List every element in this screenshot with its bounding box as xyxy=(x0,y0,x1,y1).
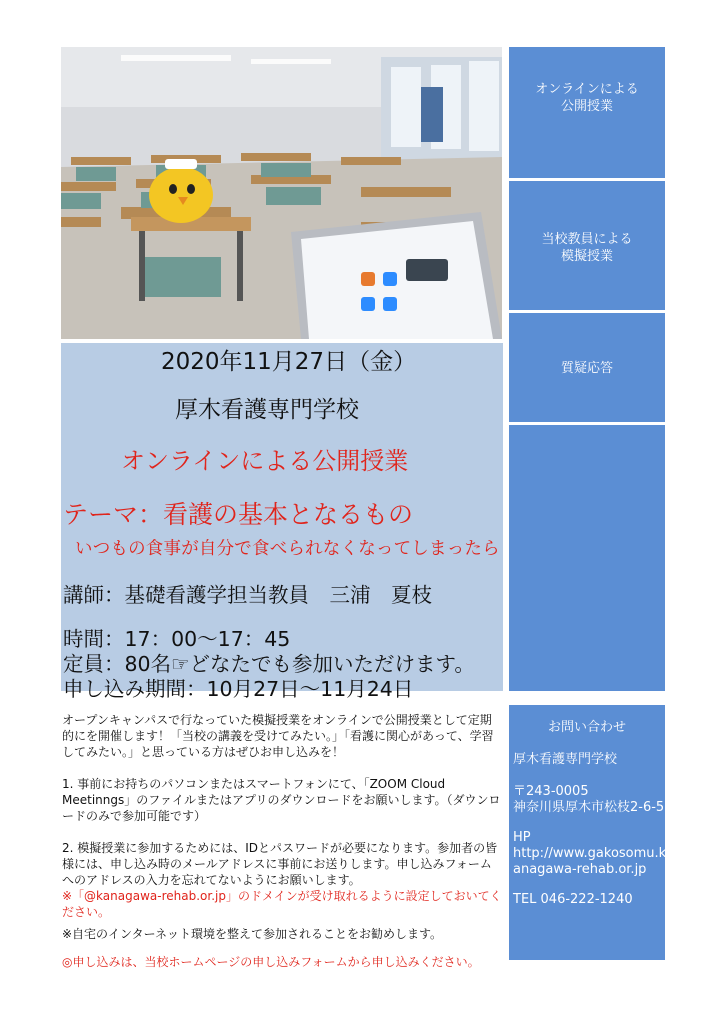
contact-tel: TEL 046-222-1240 xyxy=(513,892,633,907)
contact-hp-url-line1[interactable]: http://www.gakosomu.k xyxy=(513,846,667,861)
intro-paragraph: オープンキャンパスで行なっていた模擬授業をオンラインで公開授業として定期的にを開催します！「当校の講義を受けてみたい。」「看護に関心があって、学習してみたい。」と思っている方はぜひお申し込みを！ xyxy=(62,713,494,759)
sidebar-box-blank xyxy=(509,425,665,691)
step-2-paragraph: 2. 模擬授業に参加するためには、IDとパスワードが必要になります。参加者の皆様には、申し込み時のメールアドレスに事前にお送りします。申し込みフォームへのアドレスの入力を忘れてないようにお願いします。 xyxy=(62,841,498,887)
lecture-subtitle: いつもの食事が自分で食べられなくなってしまったら xyxy=(75,539,500,559)
contact-title: お問い合わせ xyxy=(547,720,626,735)
event-info-panel xyxy=(61,343,503,701)
body-text xyxy=(62,712,502,970)
event-date: 2020年11月27日（金） xyxy=(161,349,417,375)
contact-panel xyxy=(509,705,665,960)
sidebar-box-mock-lecture-line1: 当校教員による xyxy=(541,232,633,247)
apply-note: ◎申し込みは、当校ホームページの申し込みフォームから申し込みください。 xyxy=(62,955,480,969)
contact-hp-label: HP xyxy=(513,830,531,845)
sidebar-box-mock-lecture-line2: 模擬授業 xyxy=(560,249,613,264)
school-name: 厚木看護専門学校 xyxy=(175,397,359,423)
sidebar-box-online-lecture xyxy=(509,47,665,178)
contact-address: 神奈川県厚木市松枝2-6-5 xyxy=(513,800,665,815)
lecturer: 講師：基礎看護学担当教員 三浦 夏枝 xyxy=(63,583,432,607)
contact-hp-url-line2[interactable]: anagawa-rehab.or.jp xyxy=(513,862,647,877)
contact-school: 厚木看護専門学校 xyxy=(513,752,618,767)
internet-note: ※自宅のインターネット環境を整えて参加されることをお勧めします。 xyxy=(62,927,443,941)
sidebar-box-qa xyxy=(509,313,665,422)
contact-postal: 〒243-0005 xyxy=(513,784,589,799)
step-1-paragraph: 1. 事前にお持ちのパソコンまたはスマートフォンにて、「ZOOM Cloud Meetinngs」のファイルまたはアプリのダウンロードをお願いします。（ダウンロードのみで参加可能です） xyxy=(62,777,501,823)
lecture-theme: テーマ：看護の基本となるもの xyxy=(63,500,414,529)
sidebar-box-mock-lecture xyxy=(509,181,665,310)
classroom-photo xyxy=(61,47,502,339)
sidebar-box-online-lecture-line1: オンラインによる xyxy=(535,82,639,97)
event-capacity: 定員：80名☞どなたでも参加いただけます。 xyxy=(63,652,475,676)
domain-note: ※「@kanagawa-rehab.or.jp」のドメインが受け取れるように設定しておいてください。 xyxy=(62,889,502,919)
event-headline: オンラインによる公開授業 xyxy=(121,447,409,475)
sidebar-box-online-lecture-line2: 公開授業 xyxy=(560,99,613,114)
event-time: 時間：17：00～17：45 xyxy=(63,627,291,651)
application-period: 申し込み期間：10月27日～11月24日 xyxy=(63,677,414,701)
sidebar-box-qa-label: 質疑応答 xyxy=(560,361,613,376)
